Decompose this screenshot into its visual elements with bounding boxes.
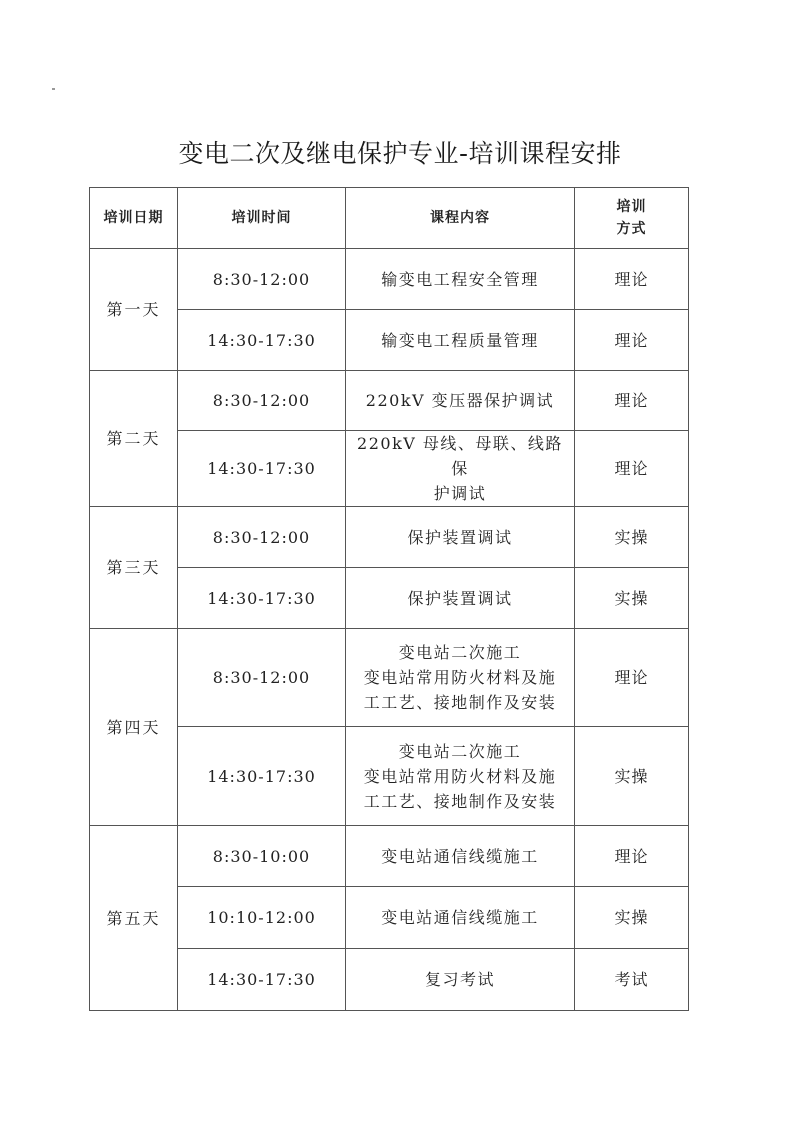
mode-cell: 实操 [575,727,689,826]
course-cell [346,727,575,826]
header-mode-line2: 方式 [616,221,647,237]
time-cell: 8:30-12:00 [178,507,346,568]
mode-cell: 实操 [575,568,689,629]
time-cell: 14:30-17:30 [178,727,346,826]
course-line: 变电站二次施工 [398,741,522,761]
table-row [90,568,689,629]
mode-cell: 理论 [575,371,689,431]
course-line: 工工艺、接地制作及安装 [363,791,557,811]
day-cell: 第三天 [90,507,178,629]
header-mode-line1: 培训 [616,199,647,215]
time-cell: 8:30-10:00 [178,826,346,887]
course-line: 变电站常用防火材料及施 [363,766,557,786]
mode-cell: 实操 [575,887,689,949]
course-cell [346,568,575,629]
header-mode [575,188,689,249]
course-line: 复习考试 [424,970,495,989]
course-line: 保护装置调试 [407,527,513,547]
course-cell [346,507,575,568]
course-line: 变电站通信线缆施工 [381,846,539,866]
course-line: 变电站二次施工 [398,643,522,662]
table-row [90,371,689,431]
course-line: 变电站常用防火材料及施 [363,668,557,687]
time-cell: 8:30-12:00 [178,371,346,431]
course-cell [346,310,575,371]
time-cell: 14:30-17:30 [178,949,346,1011]
course-cell [346,949,575,1011]
mode-cell: 考试 [575,949,689,1011]
mode-cell: 理论 [575,826,689,887]
course-line: 220kV 变压器保护调试 [365,391,555,410]
course-line: 220kV 母线、母联、线路保 [357,434,563,478]
time-cell: 14:30-17:30 [178,310,346,371]
table-row [90,727,689,826]
mode-cell: 理论 [575,431,689,507]
table-row [90,887,689,949]
day-cell: 第一天 [90,249,178,371]
training-schedule-table [89,187,689,1011]
header-time: 培训时间 [178,188,346,249]
time-cell: 10:10-12:00 [178,887,346,949]
course-line: 变电站通信线缆施工 [381,908,539,927]
course-line: 保护装置调试 [407,588,513,608]
table-row [90,507,689,568]
time-cell: 14:30-17:30 [178,568,346,629]
course-line: 输变电工程质量管理 [381,330,539,350]
mode-cell: 理论 [575,310,689,371]
course-cell [346,887,575,949]
day-cell: 第二天 [90,371,178,507]
time-cell: 8:30-12:00 [178,629,346,727]
table-row [90,310,689,371]
course-cell [346,629,575,727]
scan-speck [52,88,55,90]
course-cell [346,371,575,431]
course-cell [346,826,575,887]
header-row [90,188,689,249]
course-line: 输变电工程安全管理 [381,269,539,289]
table-row [90,629,689,727]
course-cell [346,249,575,310]
day-cell: 第四天 [90,629,178,826]
header-course: 课程内容 [346,188,575,249]
time-cell: 14:30-17:30 [178,431,346,507]
course-cell [346,431,575,507]
day-cell: 第五天 [90,826,178,1011]
table-row [90,431,689,507]
mode-cell: 理论 [575,629,689,727]
table-row [90,949,689,1011]
header-day: 培训日期 [90,188,178,249]
mode-cell: 理论 [575,249,689,310]
page-title: 变电二次及继电保护专业-培训课程安排 [178,139,622,168]
course-line: 工工艺、接地制作及安装 [363,693,557,712]
time-cell: 8:30-12:00 [178,249,346,310]
table-row [90,249,689,310]
course-line: 护调试 [433,484,487,503]
mode-cell: 实操 [575,507,689,568]
table-row [90,826,689,887]
